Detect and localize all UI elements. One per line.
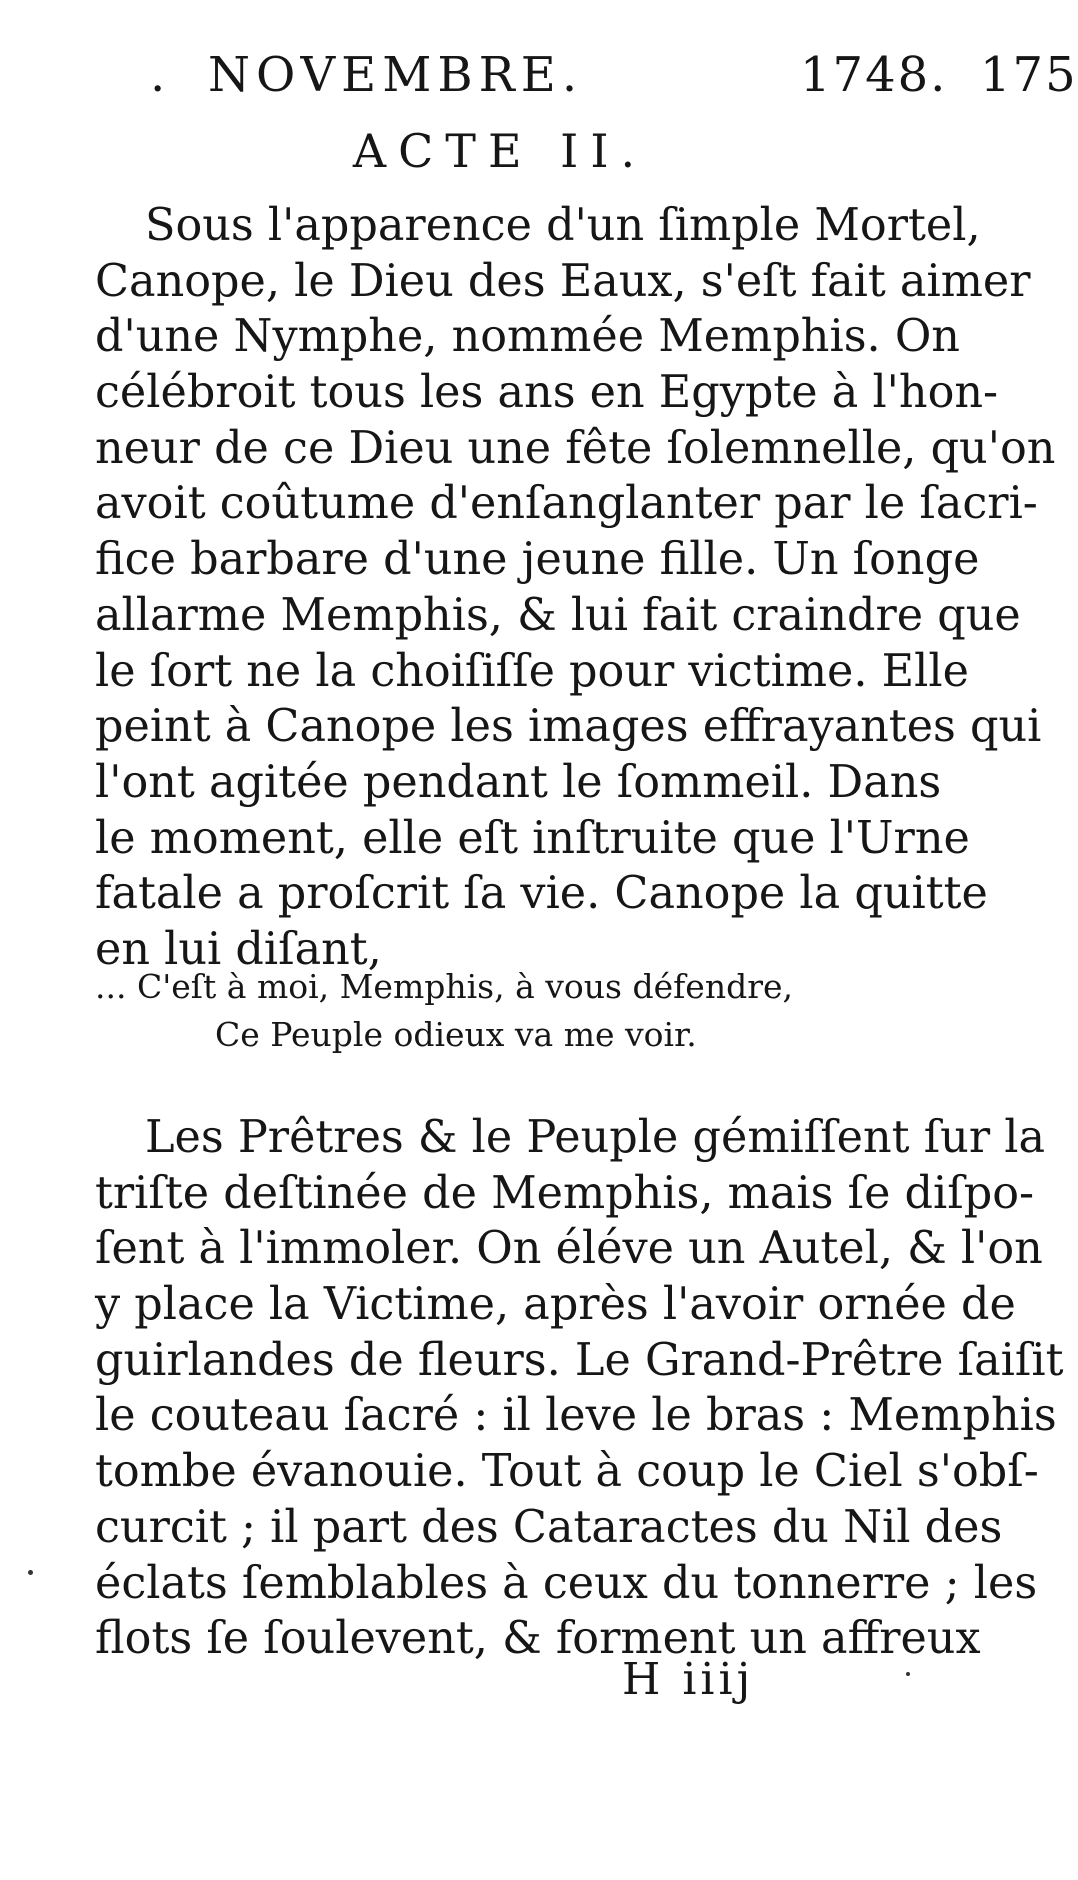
- text-line: éclats ſemblables à ceux du tonnerre ; les: [95, 1557, 1038, 1609]
- ink-speck: [906, 1672, 910, 1676]
- signature-mark: H iiij: [622, 1654, 755, 1705]
- paragraph-2: [95, 1110, 1064, 1667]
- page-number: 175: [980, 47, 1078, 103]
- header-dot: .: [150, 47, 166, 103]
- text-line: en lui diſant,: [95, 923, 382, 975]
- header-year: 1748.: [800, 47, 948, 103]
- text-line: fatale a proſcrit ſa vie. Canope la quitte: [95, 868, 988, 920]
- running-header: [150, 40, 1078, 110]
- text-line: le couteau ſacré : il leve le bras : Memphis: [95, 1390, 1057, 1442]
- text-line: y place la Victime, après l'avoir ornée de: [95, 1279, 1016, 1331]
- verse-line: ... C'eſt à moi, Memphis, à vous défendre,: [95, 967, 794, 1006]
- text-line: flots ſe ſoulevent, & forment un affreux: [95, 1613, 981, 1665]
- text-line: guirlandes de fleurs. Le Grand-Prêtre ſaiſit: [95, 1334, 1064, 1386]
- text-line: le ſort ne la choiſiſſe pour victime. Elle: [95, 645, 969, 697]
- verse-quote: [95, 963, 915, 1059]
- text-line: peint à Canope les images effrayantes qui: [95, 701, 1042, 753]
- act-title: ACTE II.: [352, 124, 648, 178]
- text-line: avoit coûtume d'enſanglanter par le ſacri-: [95, 478, 1038, 530]
- text-line: l'ont agitée pendant le ſommeil. Dans: [95, 756, 942, 808]
- text-line: Canope, le Dieu des Eaux, s'eſt fait aimer: [95, 255, 1031, 307]
- text-line: Les Prêtres & le Peuple gémiſſent ſur la: [145, 1112, 1046, 1163]
- paragraph-1: [95, 198, 1056, 978]
- text-line: ſent à l'immoler. On éléve un Autel, & l'on: [95, 1223, 1043, 1275]
- text-line: neur de ce Dieu une fête ſolemnelle, qu'on: [95, 422, 1056, 474]
- text-line: triſte deſtinée de Memphis, mais ſe diſpo-: [95, 1167, 1035, 1219]
- text-line: curcit ; il part des Cataractes du Nil des: [95, 1501, 1003, 1553]
- verse-line: Ce Peuple odieux va me voir.: [215, 1015, 697, 1054]
- text-line: célébroit tous les ans en Egypte à l'hon-: [95, 367, 999, 419]
- text-line: d'une Nymphe, nommée Memphis. On: [95, 311, 960, 363]
- text-line: allarme Memphis, & lui fait craindre que: [95, 589, 1021, 641]
- ink-speck: [28, 1570, 33, 1575]
- text-line: tombe évanouie. Tout à coup le Ciel s'obſ-: [95, 1446, 1039, 1498]
- text-line: le moment, elle eſt inſtruite que l'Urne: [95, 812, 970, 864]
- header-month: NOVEMBRE.: [208, 47, 584, 103]
- text-line: Sous l'apparence d'un ſimple Mortel,: [145, 200, 981, 251]
- text-line: fice barbare d'une jeune fille. Un ſonge: [95, 534, 980, 586]
